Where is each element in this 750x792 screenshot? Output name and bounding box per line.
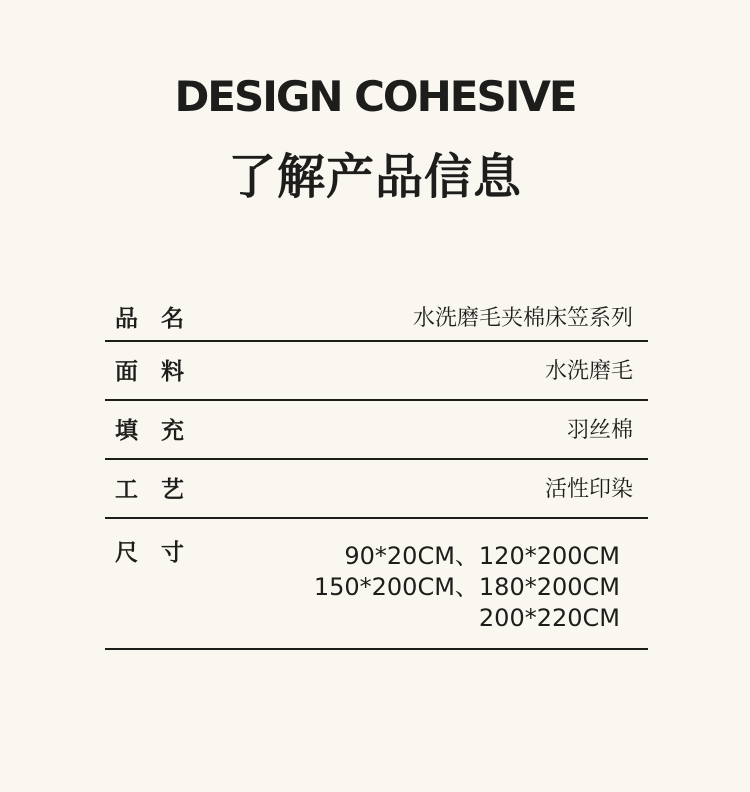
spec-label-size: 尺 寸: [115, 540, 184, 566]
spec-row-craft: [105, 460, 648, 519]
spec-label-fabric: 面 料: [115, 359, 184, 385]
product-spec-table: [105, 297, 648, 650]
spec-row-fabric: [105, 342, 648, 401]
spec-value-filling: 羽丝棉: [566, 418, 633, 443]
size-line-2: 150*200CM、180*200CM: [313, 573, 620, 601]
spec-value-fabric: 水洗磨毛: [544, 359, 633, 384]
spec-row-filling: [105, 401, 648, 460]
spec-row-size: [105, 519, 648, 650]
spec-label-filling: 填 充: [115, 418, 184, 444]
size-line-3: 200*220CM: [478, 604, 620, 632]
spec-label-craft: 工 艺: [115, 477, 184, 503]
spec-value-size: [314, 541, 648, 634]
section-title-chinese: 了解产品信息: [227, 149, 522, 205]
spec-value-product-name: 水洗磨毛夹棉床笠系列: [412, 306, 633, 331]
spec-row-product-name: [105, 297, 648, 342]
size-line-1: 90*20CM、120*200CM: [344, 542, 620, 570]
section-title-english: DESIGN COHESIVE: [174, 72, 576, 121]
spec-label-product-name: 品 名: [115, 306, 184, 332]
spec-value-craft: 活性印染: [544, 477, 633, 502]
